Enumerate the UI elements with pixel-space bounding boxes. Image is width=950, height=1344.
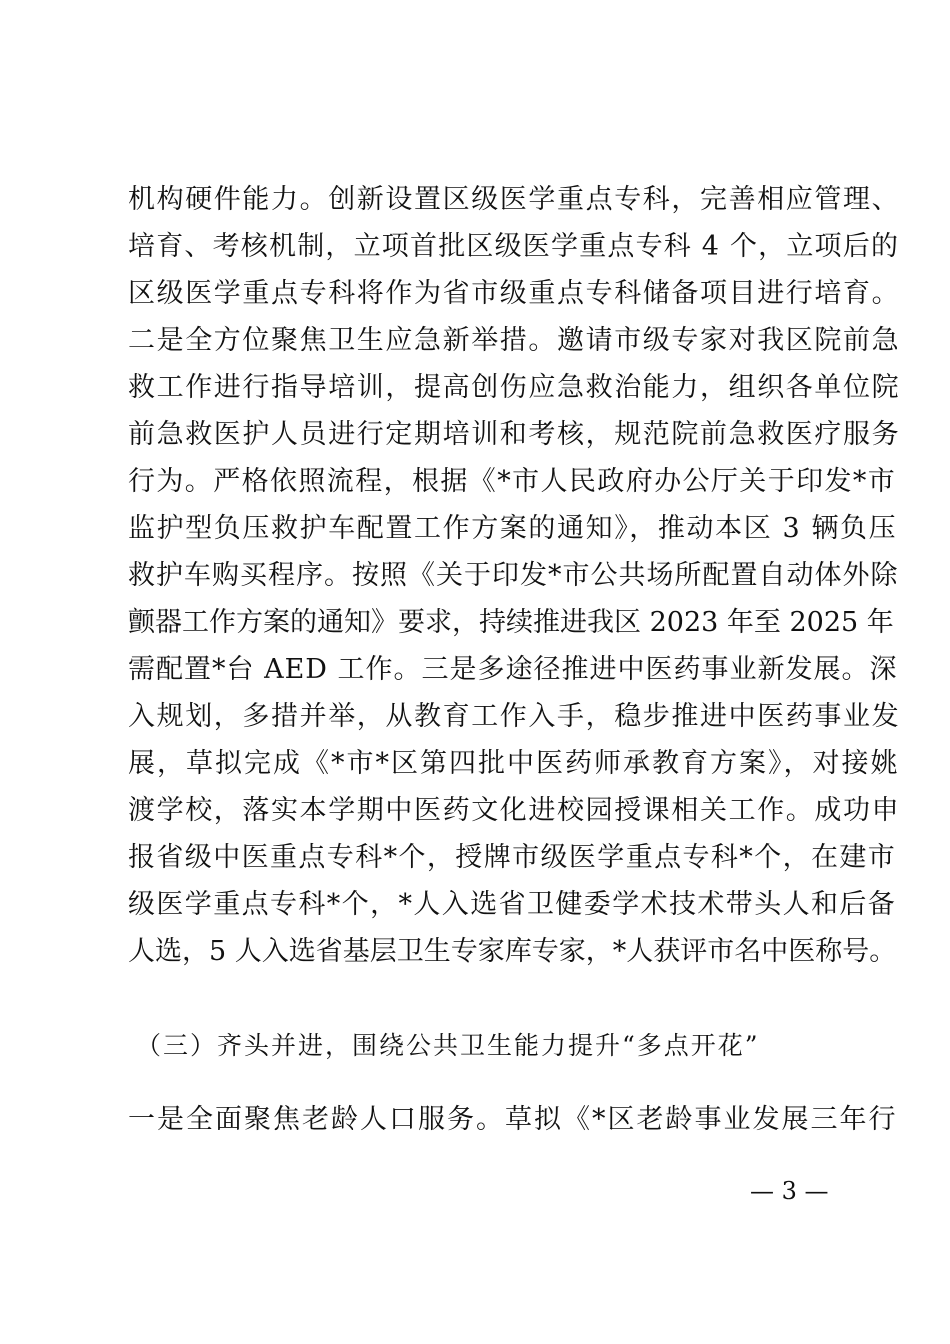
paragraph-line: 需配置*台 AED 工作。三是多途径推进中医药事业新发展。深 (128, 654, 898, 685)
paragraph-line: 渡学校，落实本学期中医药文化进校园授课相关工作。成功申 (128, 795, 901, 826)
paragraph-line: 级医学重点专科*个，*人入选省卫健委学术技术带头人和后备 (128, 889, 897, 920)
paragraph-line: 救工作进行指导培训，提高创伤应急救治能力，组织各单位院 (128, 372, 901, 403)
section-body-line: 一是全面聚焦老龄人口服务。草拟《*区老龄事业发展三年行 (128, 1104, 898, 1135)
paragraph-line: 前急救医护人员进行定期培训和考核，规范院前急救医疗服务 (128, 419, 901, 450)
paragraph-line: 展，草拟完成《*市*区第四批中医药师承教育方案》，对接姚 (128, 748, 900, 779)
paragraph-line: 监护型负压救护车配置工作方案的通知》，推动本区 3 辆负压 (128, 513, 898, 544)
paragraph-line: 入规划，多措并举，从教育工作入手，稳步推进中医药事业发 (128, 701, 901, 732)
paragraph-line: 培育、考核机制，立项首批区级医学重点专科 4 个，立项后的 (128, 231, 900, 262)
paragraph-line: 机构硬件能力。创新设置区级医学重点专科，完善相应管理、 (128, 184, 901, 215)
paragraph-line: 颤器工作方案的通知》要求，持续推进我区 2023 年至 2025 年 (128, 607, 894, 638)
section-heading: （三）齐头并进，围绕公共卫生能力提升“多点开花” (136, 1031, 760, 1060)
paragraph-line: 人选，5 人入选省基层卫生专家库专家，*人获评市名中医称号。 (128, 936, 897, 967)
paragraph-line: 区级医学重点专科将作为省市级重点专科储备项目进行培育。 (128, 278, 901, 309)
paragraph-line: 救护车购买程序。按照《关于印发*市公共场所配置自动体外除 (128, 560, 899, 591)
paragraph-line: 报省级中医重点专科*个，授牌市级医学重点专科*个，在建市 (128, 842, 897, 873)
paragraph-line: 二是全方位聚焦卫生应急新举措。邀请市级专家对我区院前急 (128, 325, 901, 356)
paragraph-line: 行为。严格依照流程，根据《*市人民政府办公厅关于印发*市 (128, 466, 897, 497)
page-number: — 3 — (750, 1177, 829, 1205)
